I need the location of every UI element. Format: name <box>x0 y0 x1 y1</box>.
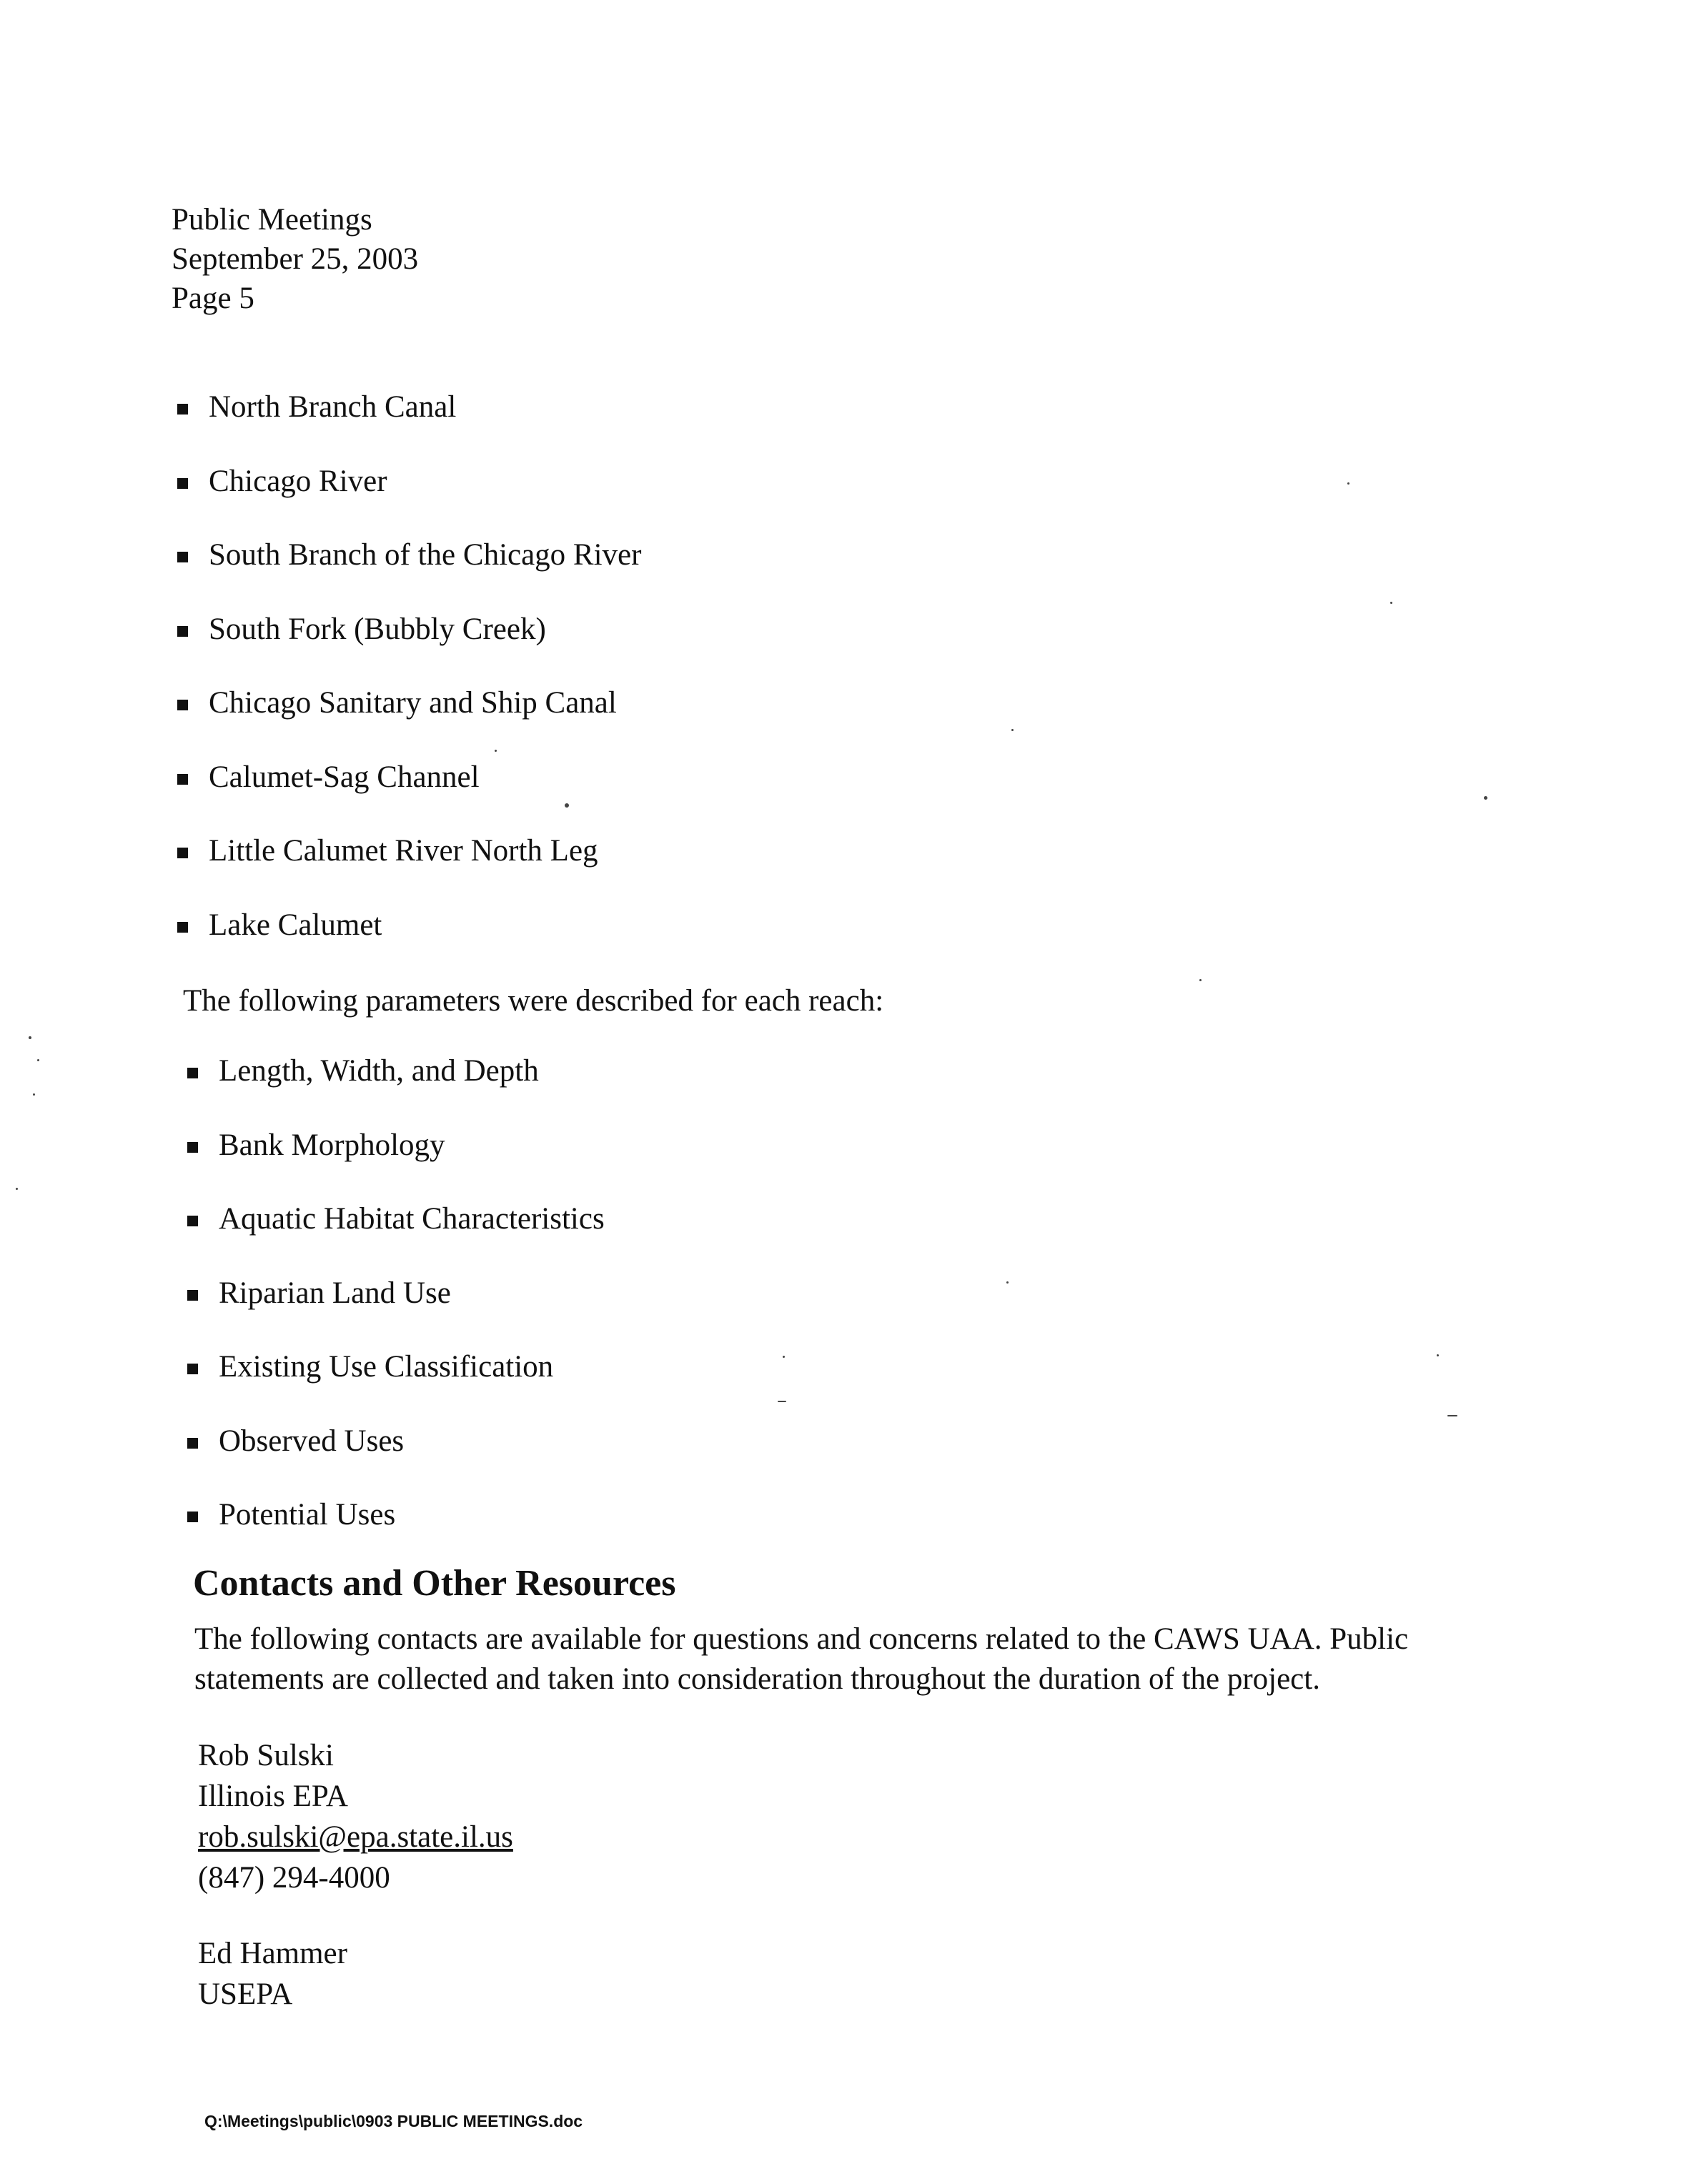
list-item-label: Potential Uses <box>219 1498 396 1532</box>
contacts-heading: Contacts and Other Resources <box>193 1563 676 1604</box>
contact-name: Rob Sulski <box>198 1739 334 1772</box>
header-title: Public Meetings <box>172 203 372 237</box>
list-item <box>177 464 641 538</box>
contact-name: Ed Hammer <box>198 1937 347 1970</box>
list-item <box>177 612 641 686</box>
list-item <box>187 1128 605 1202</box>
list-item <box>187 1201 605 1276</box>
scan-speck <box>565 803 569 808</box>
square-bullet-icon <box>177 774 188 785</box>
list-item <box>177 908 641 982</box>
contacts-intro-line-2: statements are collected and taken into consideration throughout the duration of the project. <box>194 1662 1320 1696</box>
square-bullet-icon <box>177 552 188 562</box>
scan-speck <box>495 750 497 752</box>
list-item <box>187 1276 605 1350</box>
contact-card <box>198 1933 347 2015</box>
list-item <box>177 389 641 464</box>
list-item-label: Existing Use Classification <box>219 1350 554 1384</box>
scan-speck <box>37 1059 39 1061</box>
contact-organization: Illinois EPA <box>198 1780 348 1813</box>
list-item <box>187 1497 605 1572</box>
list-item <box>177 760 641 834</box>
list-item <box>187 1349 605 1424</box>
list-item <box>187 1053 605 1128</box>
list-item-label: Little Calumet River North Leg <box>209 834 598 868</box>
parameters-intro-text: The following parameters were described for each reach: <box>183 984 884 1018</box>
list-item-label: Chicago River <box>209 464 387 498</box>
list-item <box>177 833 641 908</box>
square-bullet-icon <box>187 1438 198 1449</box>
contacts-intro-line-1: The following contacts are available for questions and concerns related to the CAWS UAA. Public <box>194 1622 1409 1656</box>
list-item-label: Observed Uses <box>219 1424 405 1458</box>
header-page-number: Page 5 <box>172 282 254 315</box>
list-item-label: South Branch of the Chicago River <box>209 538 642 572</box>
square-bullet-icon <box>177 478 188 489</box>
contact-organization: USEPA <box>198 1977 293 2011</box>
square-bullet-icon <box>177 700 188 710</box>
scan-speck <box>29 1036 31 1039</box>
scan-speck <box>783 1356 785 1358</box>
square-bullet-icon <box>187 1142 198 1153</box>
scan-speck <box>1011 729 1014 731</box>
scan-speck <box>33 1093 35 1096</box>
contact-email-link[interactable]: rob.sulski@epa.state.il.us <box>198 1820 513 1854</box>
list-item <box>177 685 641 760</box>
reaches-list <box>177 389 641 981</box>
list-item-label: Lake Calumet <box>209 908 382 942</box>
scan-speck <box>1347 482 1349 485</box>
list-item <box>177 537 641 612</box>
scan-speck <box>1006 1281 1009 1284</box>
scan-speck <box>778 1401 786 1402</box>
list-item <box>187 1424 605 1498</box>
footer-file-path: Q:\Meetings\public\0903 PUBLIC MEETINGS.doc <box>204 2112 583 2130</box>
square-bullet-icon <box>187 1364 198 1374</box>
square-bullet-icon <box>177 922 188 933</box>
square-bullet-icon <box>187 1216 198 1226</box>
square-bullet-icon <box>177 626 188 637</box>
square-bullet-icon <box>187 1068 198 1078</box>
scan-speck <box>1390 602 1392 604</box>
contacts-intro-text <box>194 1619 1552 1699</box>
list-item-label: Length, Width, and Depth <box>219 1054 539 1088</box>
header-date: September 25, 2003 <box>172 242 419 276</box>
parameters-list <box>187 1053 605 1572</box>
contact-phone: (847) 294-4000 <box>198 1861 390 1895</box>
page-header <box>172 200 418 318</box>
list-item-label: Riparian Land Use <box>219 1276 451 1310</box>
list-item-label: North Branch Canal <box>209 390 457 424</box>
scan-speck <box>1437 1354 1439 1356</box>
scan-speck <box>1199 979 1202 981</box>
square-bullet-icon <box>187 1512 198 1522</box>
scan-speck <box>1447 1415 1457 1416</box>
square-bullet-icon <box>177 404 188 415</box>
list-item-label: Bank Morphology <box>219 1128 445 1162</box>
contact-card <box>198 1735 513 1898</box>
square-bullet-icon <box>177 848 188 858</box>
list-item-label: Aquatic Habitat Characteristics <box>219 1202 605 1236</box>
scan-speck <box>1484 796 1487 800</box>
scan-speck <box>16 1188 18 1190</box>
square-bullet-icon <box>187 1290 198 1301</box>
list-item-label: Chicago Sanitary and Ship Canal <box>209 686 617 720</box>
list-item-label: Calumet-Sag Channel <box>209 760 480 794</box>
list-item-label: South Fork (Bubbly Creek) <box>209 612 546 646</box>
